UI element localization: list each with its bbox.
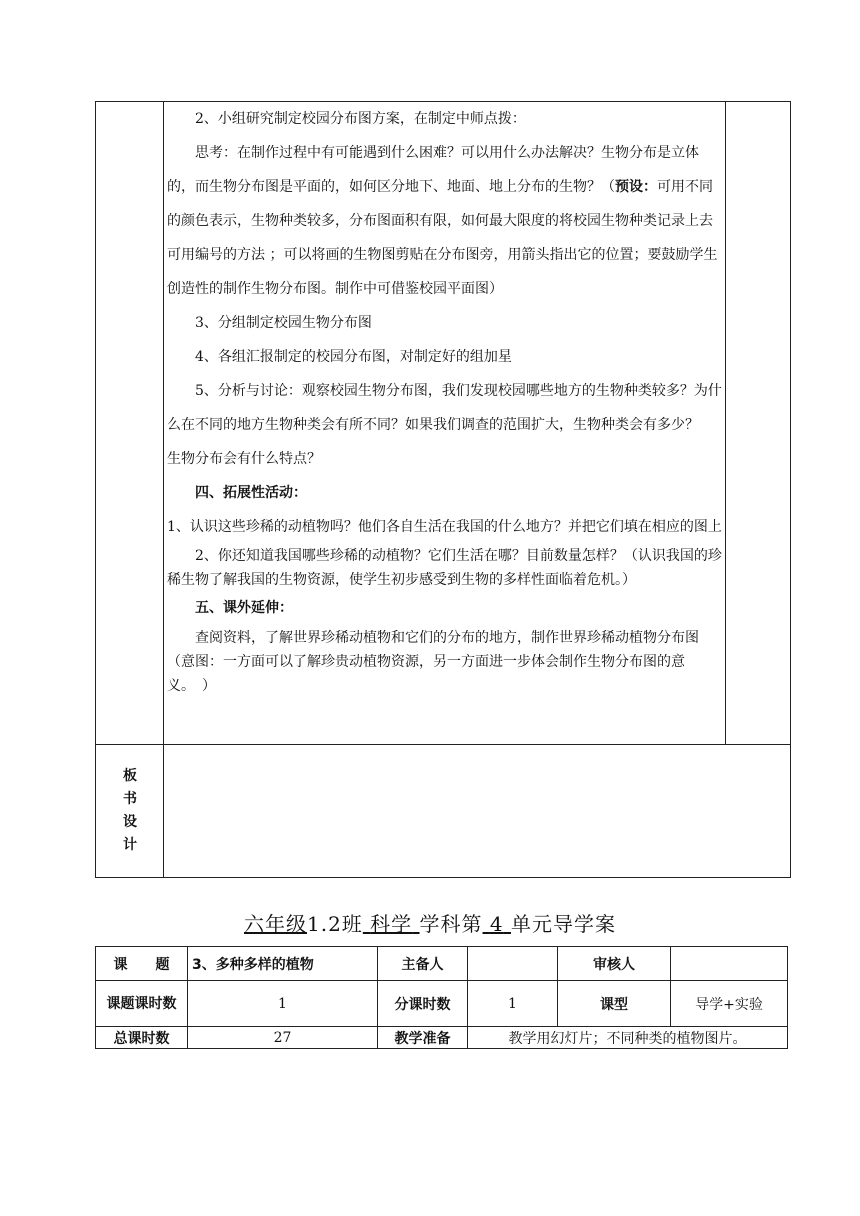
page-title: 六年级1.2班 科学 学科第 4 单元导学案 [244, 912, 616, 936]
hours-label: 课题课时数 [96, 981, 188, 1027]
step-3: 3、分组制定校园生物分布图 [195, 315, 372, 331]
reviewer-label: 审核人 [558, 947, 671, 981]
table-row [96, 981, 788, 1027]
step-4: 4、各组汇报制定的校园分布图，对制定好的组加星 [195, 349, 512, 365]
table-row [96, 1027, 788, 1049]
section-heading-extension: 四、拓展性活动： [195, 485, 307, 501]
teaching-prep-value: 教学用幻灯片；不同种类的植物图片。 [468, 1027, 788, 1049]
step-2: 2、小组研究制定校园分布图方案，在制定中师点拨： [195, 111, 526, 127]
lesson-info-table [95, 946, 788, 1049]
row-divider [96, 744, 790, 745]
column-divider [163, 102, 164, 745]
extension-item-1: 1、认识这些珍稀的动植物吗？他们各自生活在我国的什么地方？并把它们填在相应的图上 [167, 519, 722, 535]
reviewer-value [671, 947, 788, 981]
step-5: 5、分析与讨论：观察校园生物分布图，我们发现校园哪些地方的生物种类较多？为什么在不同的地方生物种类会有所不同？如果我们调查的范围扩大，生物种类会有多少？ 生物分布会有什么特点？ [167, 383, 727, 467]
activity-content [167, 102, 725, 698]
board-design-label: 板 书 设 计 [123, 768, 137, 853]
total-hours-value: 27 [188, 1027, 378, 1049]
preparer-label: 主备人 [378, 947, 468, 981]
lesson-type-value: 导学+实验 [671, 981, 788, 1027]
teaching-prep-label: 教学准备 [378, 1027, 468, 1049]
hours-value: 1 [188, 981, 378, 1027]
homework-text: 查阅资料，了解世界珍稀动植物和它们的分布的地方，制作世界珍稀动植物分布图 （意图：一方面可以了解珍贵动植物资源，另一方面进一步体会制作生物分布图的意义。 ） [167, 630, 713, 694]
thinking-paragraph: 思考：在制作过程中有可能遇到什么困难？可以用什么办法解决？生物分布是立体的，而生物分布图是平面的，如何区分地下、地面、地上分布的生物？（预设：可用不同的颜色表示，生物种类较多，分布图面积有限，如何最大限度的将校园生物种类记录上去可用编号的方法 ；可以将画的生物图剪贴在分布图旁，用箭头指出它的位置；要鼓励学生创造性的制作生物分布图。制作中可借鉴校园平面图） [167, 145, 718, 297]
split-hours-label: 分课时数 [378, 981, 468, 1027]
table-row [96, 947, 788, 981]
section-heading-homework: 五、课外延伸： [195, 600, 293, 616]
lesson-type-label: 课型 [558, 981, 671, 1027]
split-hours-value: 1 [468, 981, 558, 1027]
topic-value: 3、多种多样的植物 [188, 947, 378, 981]
extension-item-2: 2、你还知道我国哪些珍稀的动植物？它们生活在哪？目前数量怎样？（认识我国的珍稀生物了解我国的生物资源，使学生初步感受到生物的多样性面临着危机。） [167, 548, 722, 588]
preparer-value [468, 947, 558, 981]
total-hours-label: 总课时数 [96, 1027, 188, 1049]
topic-label: 课 题 [96, 947, 188, 981]
